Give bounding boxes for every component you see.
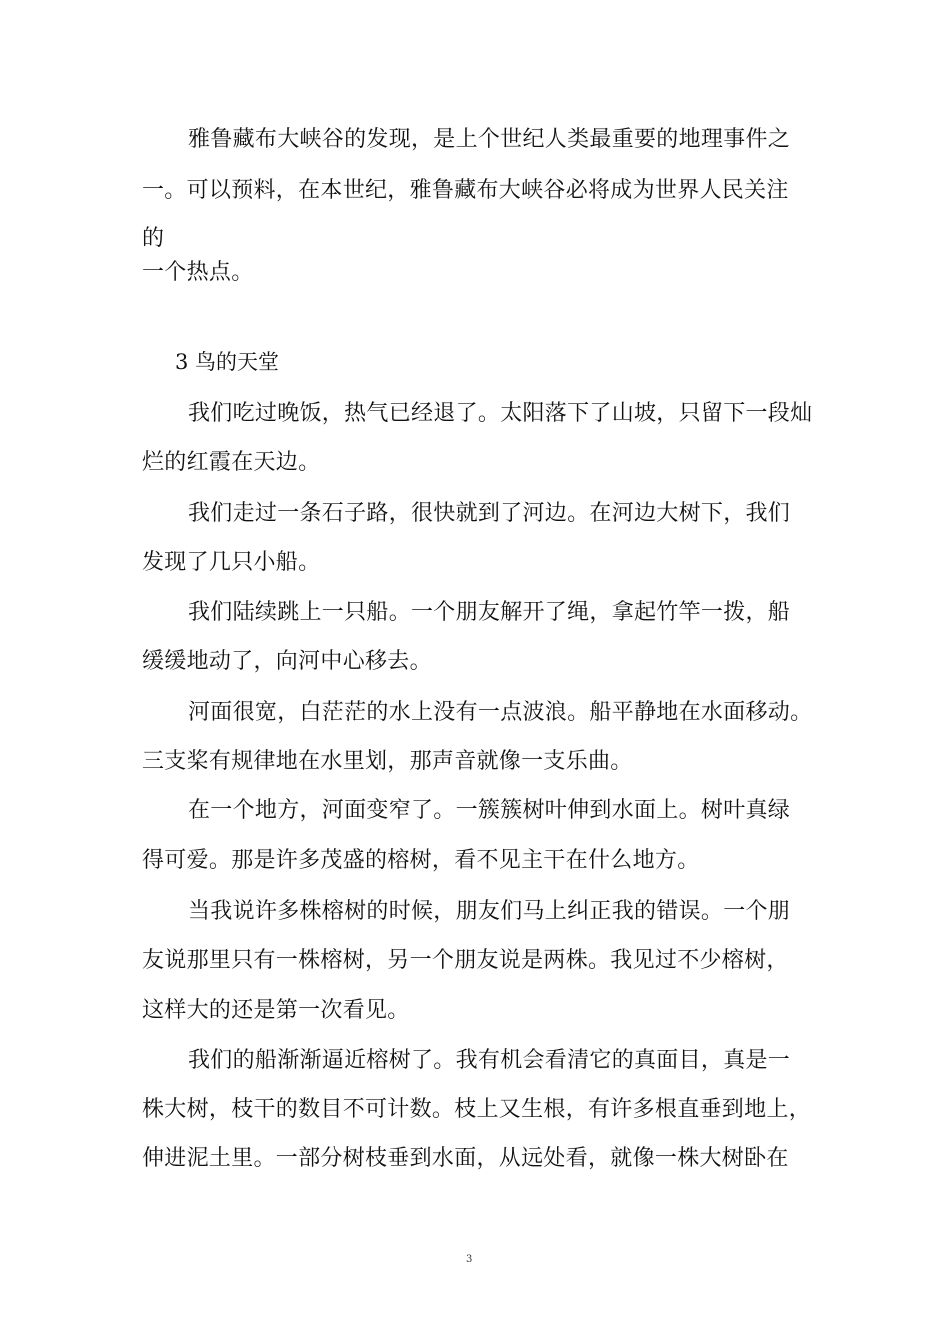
paragraph-5-line-2: 得可爱。那是许多茂盛的榕树，看不见主干在什么地方。	[142, 848, 700, 873]
paragraph-5-line-1: 在一个地方，河面变窄了。一簇簇树叶伸到水面上。树叶真绿	[188, 798, 791, 823]
paragraph-4-line-2: 三支桨有规律地在水里划，那声音就像一支乐曲。	[142, 749, 633, 774]
paragraph-2-line-2: 发现了几只小船。	[142, 550, 321, 575]
paragraph-3-line-2: 缓缓地动了，向河中心移去。	[142, 649, 432, 674]
paragraph-1-line-2: 烂的红霞在天边。	[142, 450, 321, 475]
paragraph-7-line-2: 株大树，枝干的数目不可计数。枝上又生根，有许多根直垂到地上，	[142, 1097, 812, 1122]
paragraph-1-line-1: 我们吃过晚饭，热气已经退了。太阳落下了山坡，只留下一段灿	[188, 401, 813, 426]
intro-line-4: 一个热点。	[142, 260, 254, 285]
intro-line-2: 一。可以预料，在本世纪，雅鲁藏布大峡谷必将成为世界人民关注	[142, 178, 789, 203]
paragraph-7-line-1: 我们的船渐渐逼近榕树了。我有机会看清它的真面目，真是一	[188, 1048, 791, 1073]
paragraph-3-line-1: 我们陆续跳上一只船。一个朋友解开了绳，拿起竹竿一拨，船	[188, 600, 791, 625]
section-heading: 3 鸟的天堂	[175, 350, 280, 374]
paragraph-7-line-3: 伸进泥土里。一部分树枝垂到水面，从远处看，就像一株大树卧在	[142, 1146, 789, 1171]
paragraph-6-line-3: 这样大的还是第一次看见。	[142, 998, 410, 1023]
intro-line-3: 的	[142, 226, 165, 251]
intro-line-1: 雅鲁藏布大峡谷的发现，是上个世纪人类最重要的地理事件之	[188, 127, 791, 152]
paragraph-2-line-1: 我们走过一条石子路，很快就到了河边。在河边大树下，我们	[188, 501, 791, 526]
paragraph-6-line-1: 当我说许多株榕树的时候，朋友们马上纠正我的错误。一个朋	[188, 899, 791, 924]
paragraph-4-line-1: 河面很宽，白茫茫的水上没有一点波浪。船平静地在水面移动。	[188, 700, 813, 725]
paragraph-6-line-2: 友说那里只有一株榕树，另一个朋友说是两株。我见过不少榕树，	[142, 948, 789, 973]
page-number: 3	[466, 1254, 473, 1265]
